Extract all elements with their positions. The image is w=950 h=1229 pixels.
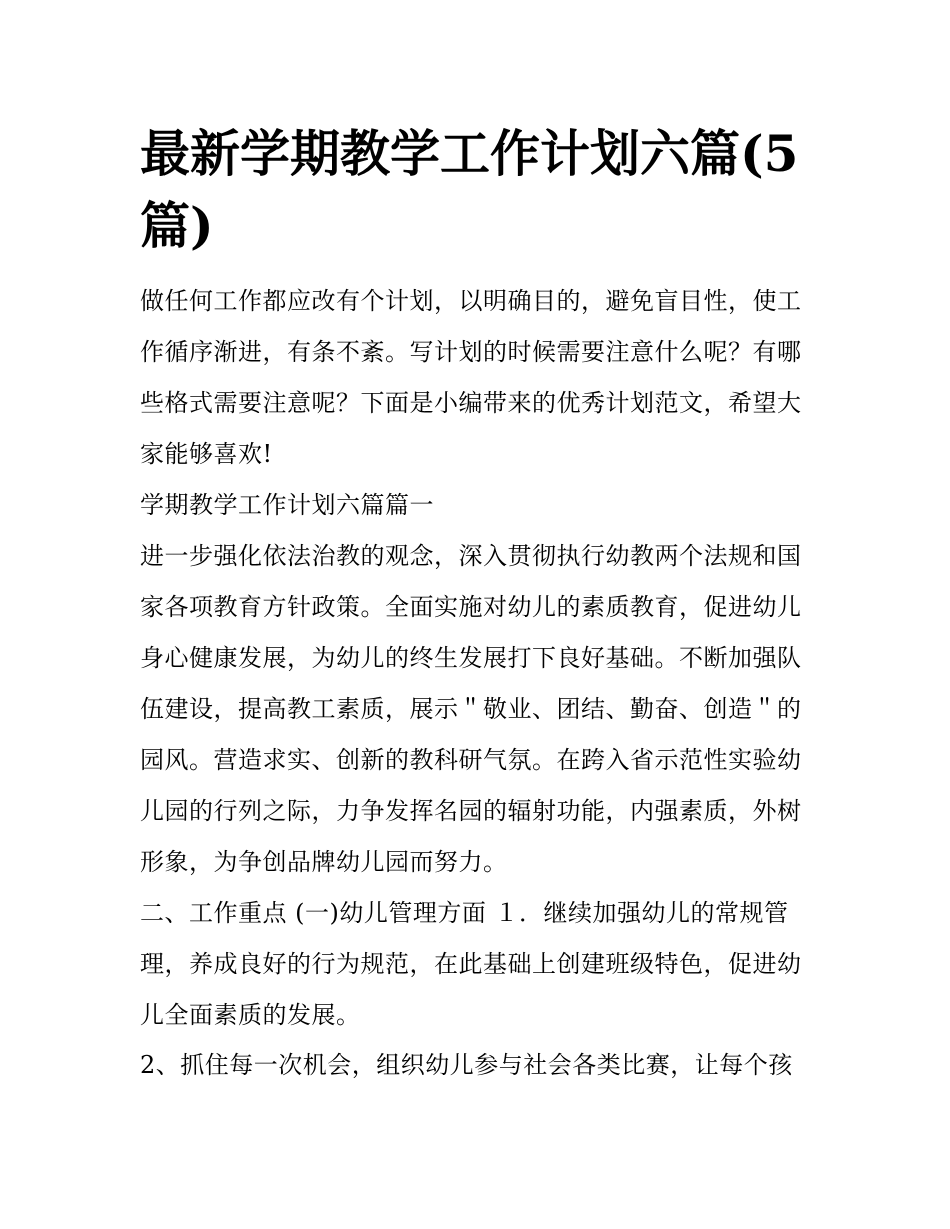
- document-title: 最新学期教学工作计划六篇(5篇): [140, 124, 799, 255]
- section-heading: 学期教学工作计划六篇篇一: [140, 491, 434, 519]
- body-paragraph-1: 进一步强化依法治教的观念，深入贯彻执行幼教两个法规和国家各项教育方针政策。全面实施对幼儿的素质教育，促进幼儿身心健康发展，为幼儿的终生发展打下良好基础。不断加强队伍建设，提高教工素质，展示＂敬业、团结、勤奋、创造＂的园风。营造求实、创新的教科研气氛。在跨入省示范性实验幼儿园的行列之际，力争发挥名园的辐射功能，内强素质，外树形象，为争创品牌幼儿园而努力。: [140, 542, 802, 876]
- intro-paragraph: 做任何工作都应改有个计划，以明确目的，避免盲目性，使工作循序渐进，有条不紊。写计划的时候需要注意什么呢？有哪些格式需要注意呢？下面是小编带来的优秀计划范文，希望大家能够喜欢!: [140, 287, 802, 468]
- body-paragraph-2: 二、工作重点 (一)幼儿管理方面 １．继续加强幼儿的常规管理，养成良好的行为规范，在此基础上创建班级特色，促进幼儿全面素质的发展。: [140, 899, 802, 1029]
- body-paragraph-3: 2、抓住每一次机会，组织幼儿参与社会各类比赛，让每个孩: [140, 1051, 793, 1079]
